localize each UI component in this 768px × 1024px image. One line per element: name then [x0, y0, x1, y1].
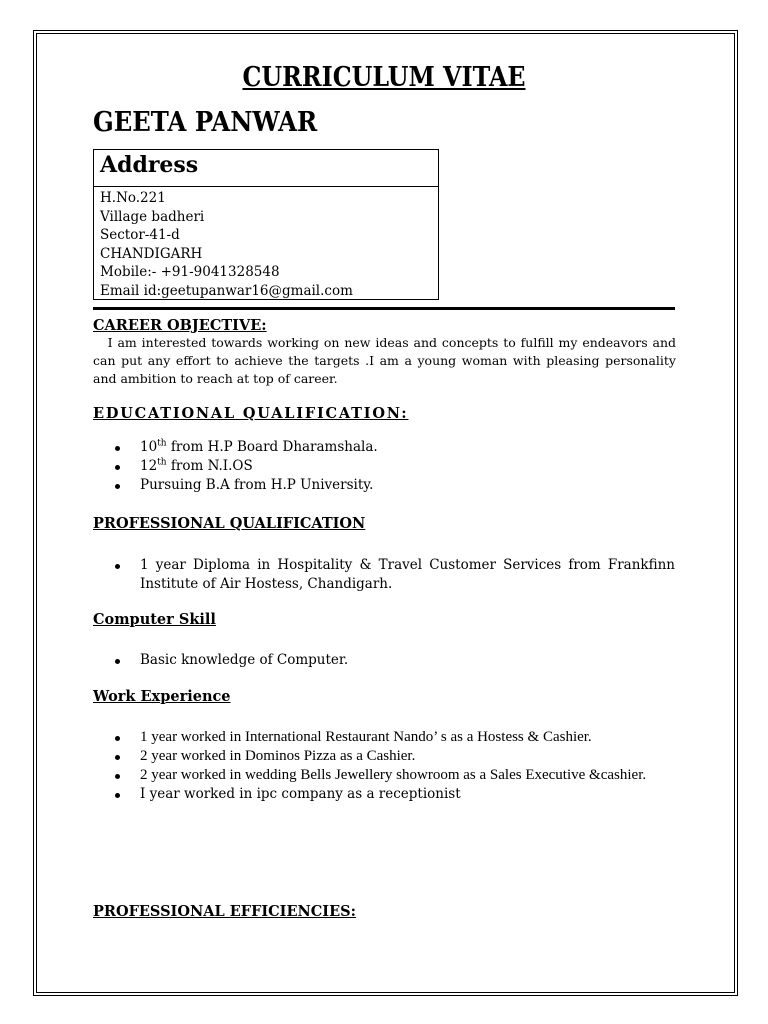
bullet-icon — [115, 659, 120, 664]
computer-skill-list — [93, 651, 675, 670]
career-objective-heading: CAREER OBJECTIVE: — [93, 317, 267, 334]
education-list — [93, 438, 675, 495]
professional-qualification-list — [93, 556, 675, 594]
list-item: 1 year worked in International Restaurant Nando’ s as a Hostess & Cashier. — [93, 728, 675, 747]
bullet-icon — [115, 484, 120, 489]
career-objective-body: I am interested towards working on new ideas and concepts to fulfill my endeavors and can put any effort to achieve the targets .I am a young woman with pleasing personality and ambition to reach at top of career. — [93, 335, 676, 386]
address-village: Village badheri — [100, 208, 205, 225]
list-item: 2 year worked in wedding Bells Jewellery showroom as a Sales Executive &cashier. — [93, 766, 675, 785]
list-item: 2 year worked in Dominos Pizza as a Cashier. — [93, 747, 675, 766]
document-title: CURRICULUM VITAE — [242, 62, 526, 93]
list-item: 10th from H.P Board Dharamshala. — [93, 438, 675, 457]
divider-rule — [93, 307, 675, 310]
bullet-icon — [115, 793, 120, 798]
list-item: 1 year Diploma in Hospitality & Travel Customer Services from Frankfinn Institute of Air Hostess, Chandigarh. — [93, 556, 675, 594]
address-mobile: Mobile:- +91-9041328548 — [100, 264, 280, 280]
address-email: Email id:geetupanwar16@gmail.com — [100, 282, 353, 299]
bullet-icon — [115, 774, 120, 779]
professional-qualification-heading: PROFESSIONAL QUALIFICATION — [93, 515, 366, 532]
address-lines — [94, 187, 438, 300]
professional-efficiencies-heading: PROFESSIONAL EFFICIENCIES: — [93, 903, 356, 920]
bullet-icon — [115, 446, 120, 451]
address-heading: Address — [94, 150, 438, 187]
career-objective-text — [93, 334, 676, 388]
bullet-icon — [115, 465, 120, 470]
address-sector: Sector-41-d — [100, 227, 180, 243]
list-item: Pursuing B.A from H.P University. — [93, 476, 675, 495]
list-item: I year worked in ipc company as a receptionist — [93, 785, 675, 804]
list-item: Basic knowledge of Computer. — [93, 651, 675, 670]
address-city: CHANDIGARH — [100, 245, 203, 262]
work-experience-list — [93, 728, 675, 804]
bullet-icon — [115, 736, 120, 741]
address-box — [93, 149, 439, 300]
address-house-number: H.No.221 — [100, 190, 166, 206]
education-heading: EDUCATIONAL QUALIFICATION: — [93, 405, 409, 422]
list-item: 12th from N.I.OS — [93, 457, 675, 476]
work-experience-heading: Work Experience — [93, 688, 231, 705]
candidate-name: GEETA PANWAR — [93, 107, 318, 138]
bullet-icon — [115, 755, 120, 760]
computer-skill-heading: Computer Skill — [93, 611, 216, 628]
bullet-icon — [115, 564, 120, 569]
